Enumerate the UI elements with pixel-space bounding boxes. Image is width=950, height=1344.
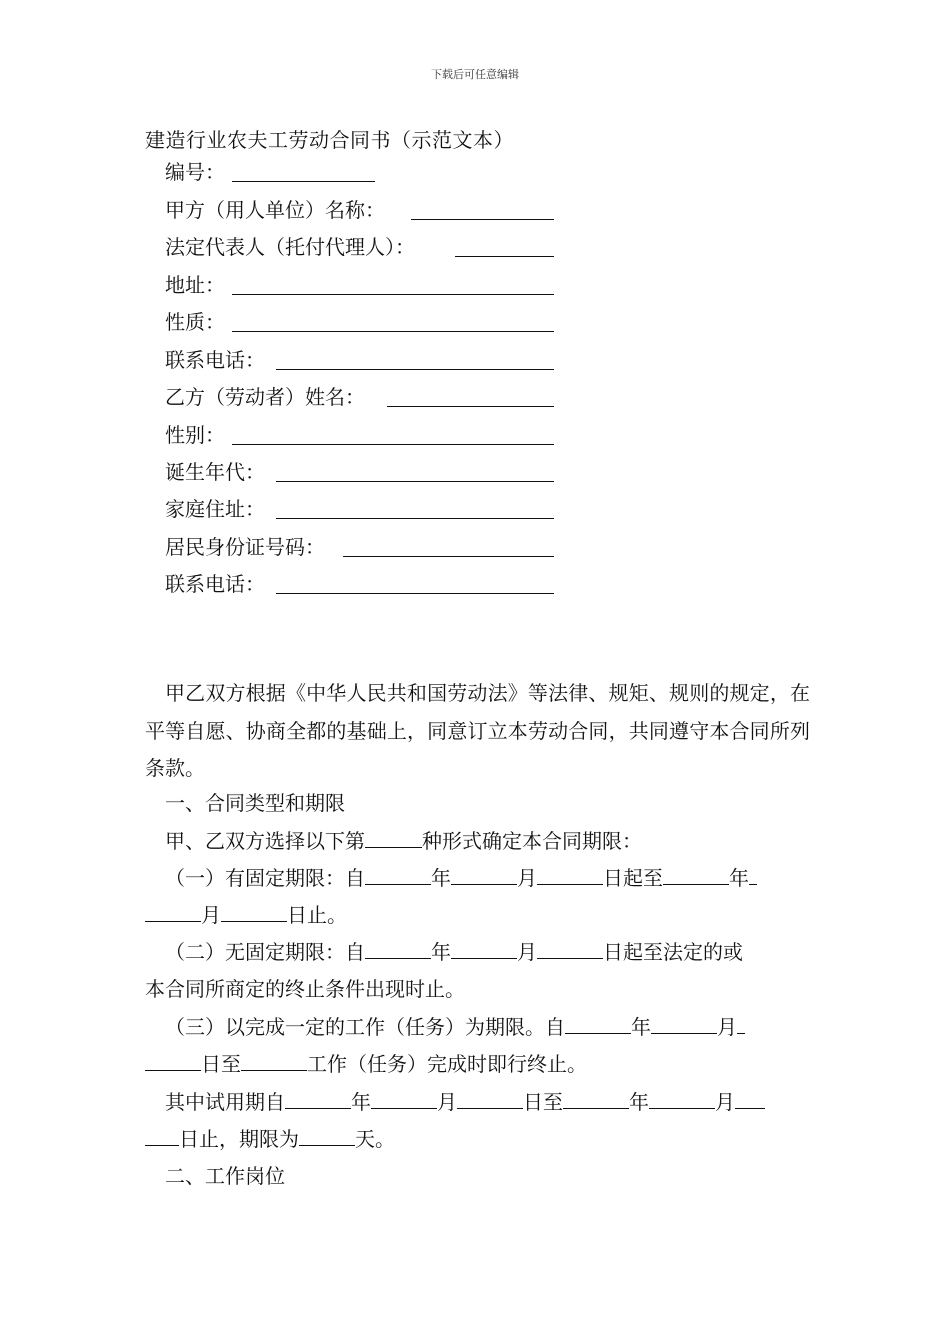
- option-fixed-term-line1: （一）有固定期限：自 年 月 日起至 年: [165, 862, 757, 892]
- fill-blank: [145, 1048, 201, 1071]
- fill-blank: [276, 457, 554, 482]
- field-label: 甲方（用人单位）名称：: [165, 198, 385, 222]
- field-label: 联系电话：: [165, 572, 265, 596]
- field-birth-date: [165, 457, 265, 487]
- fill-blank: [276, 345, 554, 370]
- field-label: 诞生年代：: [165, 460, 265, 484]
- fill-blank: [276, 569, 554, 594]
- fill-blank: [232, 157, 375, 182]
- field-label: 联系电话：: [165, 348, 265, 372]
- field-address: [165, 270, 225, 300]
- fill-blank: [371, 1086, 437, 1109]
- fill-blank: [232, 307, 554, 332]
- field-label: 家庭住址：: [165, 497, 265, 521]
- field-party-a-name: [165, 195, 385, 225]
- field-party-b-phone: [165, 569, 265, 599]
- fill-blank: [365, 825, 422, 848]
- fill-blank: [365, 862, 431, 885]
- fill-blank: [651, 1011, 717, 1034]
- fill-blank: [365, 936, 431, 959]
- fill-blank: [285, 1086, 351, 1109]
- trial-period-line1: 其中试用期自 年 月 日至 年 月: [165, 1086, 765, 1116]
- fill-blank: [455, 232, 554, 257]
- fill-blank: [537, 936, 603, 959]
- fill-blank: [232, 420, 554, 445]
- field-label: 地址：: [165, 273, 225, 297]
- fill-blank: [343, 532, 554, 557]
- intro-paragraph: 甲乙双方根据《中华人民共和国劳动法》等法律、规矩、规则的规定，在平等自愿、协商全都的基础上，同意订立本劳动合同，共同遵守本合同所列条款。: [145, 681, 810, 780]
- fill-blank: [145, 899, 201, 922]
- field-gender: [165, 420, 225, 450]
- fill-blank: [565, 1011, 631, 1034]
- fill-blank: [387, 382, 554, 407]
- field-party-a-phone: [165, 345, 265, 375]
- field-label: 编号：: [165, 160, 225, 184]
- section-heading-job-position: 二、工作岗位: [165, 1164, 285, 1188]
- fill-blank: [457, 1086, 523, 1109]
- field-party-b-name: [165, 382, 365, 412]
- field-label: 居民身份证号码：: [165, 535, 325, 559]
- field-label: 性质：: [165, 310, 225, 334]
- field-home-address: [165, 494, 265, 524]
- term-choice-line: 甲、乙双方选择以下第 种形式确定本合同期限：: [165, 825, 642, 855]
- field-contract-number: [165, 157, 225, 187]
- field-label: 性别：: [165, 423, 225, 447]
- field-legal-representative: [165, 232, 415, 262]
- document-title: 建造行业农夫工劳动合同书（示范文本）: [145, 128, 514, 152]
- field-id-number: [165, 532, 325, 562]
- option-task-term-line1: （三）以完成一定的工作（任务）为期限。自 年 月: [165, 1011, 745, 1041]
- fill-blank: [537, 862, 603, 885]
- fill-blank: [451, 936, 517, 959]
- fill-blank: [221, 899, 287, 922]
- option-fixed-term-line2: 月 日止。: [145, 899, 347, 929]
- section-heading-contract-term: 一、合同类型和期限: [165, 791, 345, 815]
- fill-blank: [145, 1123, 179, 1146]
- fill-blank: [299, 1123, 355, 1146]
- fill-blank: [737, 1011, 745, 1034]
- fill-blank: [649, 1086, 715, 1109]
- fill-blank: [232, 270, 554, 295]
- fill-blank: [563, 1086, 629, 1109]
- field-label: 法定代表人（托付代理人）：: [165, 235, 415, 259]
- option-task-term-line2: 日至 工作（任务）完成时即行终止。: [145, 1048, 587, 1078]
- trial-period-line2: 日止，期限为 天。: [145, 1123, 395, 1153]
- fill-blank: [663, 862, 729, 885]
- fill-blank: [276, 494, 554, 519]
- fill-blank: [749, 862, 757, 885]
- header-note: 下载后可任意编辑: [431, 68, 519, 81]
- fill-blank: [241, 1048, 307, 1071]
- field-nature: [165, 307, 225, 337]
- fill-blank: [451, 862, 517, 885]
- field-label: 乙方（劳动者）姓名：: [165, 385, 365, 409]
- fill-blank: [411, 195, 554, 220]
- option-open-term-line1: （二）无固定期限：自 年 月 日起至法定的或: [165, 936, 743, 966]
- option-open-term-line2: 本合同所商定的终止条件出现时止。: [145, 977, 465, 1001]
- fill-blank: [735, 1086, 765, 1109]
